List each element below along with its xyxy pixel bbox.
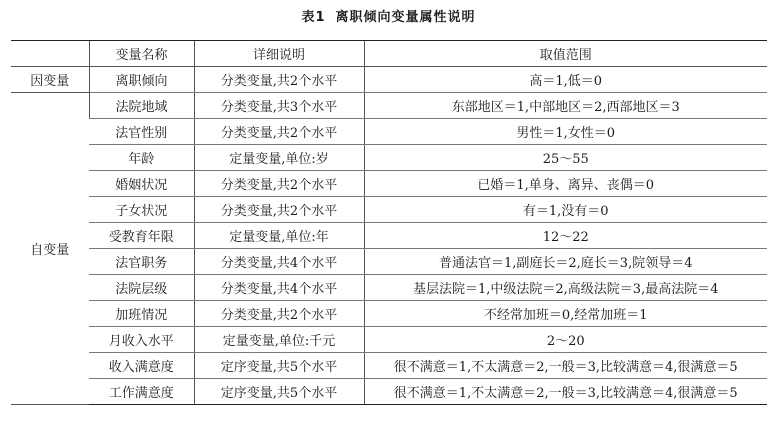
variable-detail-cell: 定量变量,单位:岁 xyxy=(194,145,364,171)
table-row xyxy=(11,379,767,405)
variable-detail-cell: 分类变量,共3个水平 xyxy=(194,93,364,119)
variable-detail-cell: 定序变量,共5个水平 xyxy=(194,379,364,405)
variable-detail-cell: 分类变量,共2个水平 xyxy=(194,197,364,223)
variable-detail-cell: 分类变量,共4个水平 xyxy=(194,275,364,301)
table-row xyxy=(11,327,767,353)
variable-name-cell: 离职倾向 xyxy=(89,67,194,93)
header-row xyxy=(11,41,767,67)
table-title: 离职倾向变量属性说明 xyxy=(335,10,476,25)
variable-range-cell: 不经常加班＝0,经常加班＝1 xyxy=(364,301,767,327)
variable-detail-cell: 分类变量,共2个水平 xyxy=(194,119,364,145)
variable-name-cell: 加班情况 xyxy=(89,301,194,327)
variable-range-cell: 很不满意＝1,不太满意＝2,一般＝3,比较满意＝4,很满意＝5 xyxy=(364,353,767,379)
variable-range-cell: 东部地区＝1,中部地区＝2,西部地区＝3 xyxy=(364,93,767,119)
header-cell-name: 变量名称 xyxy=(89,41,194,67)
table-row xyxy=(11,145,767,171)
table-row xyxy=(11,171,767,197)
variable-name-cell: 法院地域 xyxy=(89,93,194,119)
table-row xyxy=(11,275,767,301)
table-row xyxy=(11,93,767,119)
variable-range-cell: 男性＝1,女性＝0 xyxy=(364,119,767,145)
variable-detail-cell: 分类变量,共2个水平 xyxy=(194,67,364,93)
variable-name-cell: 婚姻状况 xyxy=(89,171,194,197)
variable-name-cell: 年龄 xyxy=(89,145,194,171)
group-label-cell: 自变量 xyxy=(11,93,89,405)
header-cell-detail: 详细说明 xyxy=(194,41,364,67)
variable-range-cell: 高＝1,低＝0 xyxy=(364,67,767,93)
variable-name-cell: 收入满意度 xyxy=(89,353,194,379)
variable-name-cell: 工作满意度 xyxy=(89,379,194,405)
header-cell-range: 取值范围 xyxy=(364,41,767,67)
variable-name-cell: 法官性别 xyxy=(89,119,194,145)
variable-table xyxy=(11,40,767,405)
variable-range-cell: 12～22 xyxy=(364,223,767,249)
table-row xyxy=(11,197,767,223)
table-row xyxy=(11,223,767,249)
variable-detail-cell: 分类变量,共2个水平 xyxy=(194,171,364,197)
variable-range-cell: 已婚＝1,单身、离异、丧偶＝0 xyxy=(364,171,767,197)
table-row xyxy=(11,301,767,327)
variable-range-cell: 很不满意＝1,不太满意＝2,一般＝3,比较满意＝4,很满意＝5 xyxy=(364,379,767,405)
table-caption xyxy=(0,6,777,25)
variable-detail-cell: 定量变量,单位:年 xyxy=(194,223,364,249)
variable-detail-cell: 分类变量,共4个水平 xyxy=(194,249,364,275)
variable-range-cell: 有＝1,没有＝0 xyxy=(364,197,767,223)
variable-range-cell: 普通法官＝1,副庭长＝2,庭长＝3,院领导＝4 xyxy=(364,249,767,275)
variable-detail-cell: 定量变量,单位:千元 xyxy=(194,327,364,353)
variable-range-cell: 基层法院＝1,中级法院＝2,高级法院＝3,最高法院＝4 xyxy=(364,275,767,301)
table-row xyxy=(11,249,767,275)
variable-name-cell: 月收入水平 xyxy=(89,327,194,353)
table-row xyxy=(11,67,767,93)
variable-detail-cell: 定序变量,共5个水平 xyxy=(194,353,364,379)
table-body xyxy=(11,67,767,405)
variable-range-cell: 2～20 xyxy=(364,327,767,353)
variable-name-cell: 法官职务 xyxy=(89,249,194,275)
table-row xyxy=(11,353,767,379)
variable-detail-cell: 分类变量,共2个水平 xyxy=(194,301,364,327)
group-label-cell: 因变量 xyxy=(11,67,89,93)
table-row xyxy=(11,119,767,145)
table-number: 表1 xyxy=(301,10,326,25)
variable-name-cell: 受教育年限 xyxy=(89,223,194,249)
header-cell-group xyxy=(11,41,89,67)
variable-range-cell: 25～55 xyxy=(364,145,767,171)
variable-name-cell: 法院层级 xyxy=(89,275,194,301)
variable-name-cell: 子女状况 xyxy=(89,197,194,223)
